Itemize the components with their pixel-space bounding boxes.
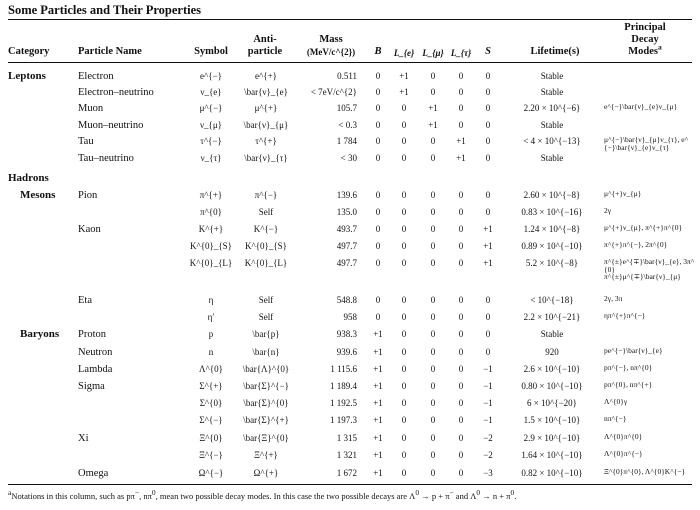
cell-mass: 1 189.4 xyxy=(330,381,357,391)
cell-antiparticle: \bar{n} xyxy=(252,347,280,357)
cell-symbol: Σ^{0} xyxy=(199,398,223,408)
header-rule xyxy=(8,62,692,63)
cell-tau-lepton-number: 0 xyxy=(458,433,464,443)
cell-lifetime: 0.80 × 10^{−10} xyxy=(521,381,583,391)
table-title: Some Particles and Their Properties xyxy=(8,3,202,17)
header-B: B xyxy=(374,46,382,57)
cell-baryon-number: 0 xyxy=(375,258,381,268)
cell-decay-modes: μ^{+}ν_{μ} xyxy=(604,189,642,198)
cell-electron-lepton-number: +1 xyxy=(399,71,409,81)
cell-strangeness: 0 xyxy=(485,207,491,217)
cell-baryon-number: 0 xyxy=(375,224,381,234)
cell-lifetime: 0.83 × 10^{−16} xyxy=(521,207,583,217)
cell-symbol: K^{+} xyxy=(198,224,224,234)
cell-mass: 1 192.5 xyxy=(330,398,357,408)
header-anti-line1: Anti- xyxy=(253,34,277,45)
cell-strangeness: 0 xyxy=(485,295,491,305)
cell-antiparticle: \bar{Σ}^{0} xyxy=(243,398,289,408)
cell-mass: 0.511 xyxy=(337,71,357,81)
cell-baryon-number: 0 xyxy=(375,190,381,200)
cell-antiparticle: Self xyxy=(258,312,274,322)
cell-tau-lepton-number: 0 xyxy=(458,415,464,425)
cell-electron-lepton-number: 0 xyxy=(401,295,407,305)
cell-muon-lepton-number: 0 xyxy=(430,433,436,443)
cell-tau-lepton-number: 0 xyxy=(458,468,464,478)
cell-tau-lepton-number: +1 xyxy=(456,153,466,163)
cell-particle-name: Muon–neutrino xyxy=(78,120,144,131)
cell-strangeness: 0 xyxy=(485,190,491,200)
header-Le: L_{e} xyxy=(393,48,415,58)
cell-tau-lepton-number: 0 xyxy=(458,329,464,339)
cell-muon-lepton-number: 0 xyxy=(430,71,436,81)
cell-tau-lepton-number: 0 xyxy=(458,347,464,357)
cell-lifetime: Stable xyxy=(540,87,564,97)
cell-tau-lepton-number: 0 xyxy=(458,312,464,322)
cell-decay-modes: μ^{+}ν_{μ}, π^{+}π^{0} xyxy=(604,223,683,232)
cell-particle-name: Tau xyxy=(78,136,94,147)
cell-strangeness: 0 xyxy=(485,136,491,146)
cell-category: Baryons xyxy=(20,328,60,340)
cell-muon-lepton-number: 0 xyxy=(430,450,436,460)
cell-lifetime: Stable xyxy=(540,71,564,81)
cell-particle-name: Tau–neutrino xyxy=(78,153,134,164)
cell-strangeness: −3 xyxy=(483,468,493,478)
cell-muon-lepton-number: 0 xyxy=(430,258,436,268)
cell-particle-name: Eta xyxy=(78,295,92,306)
header-lifetime: Lifetime(s) xyxy=(530,46,580,57)
cell-electron-lepton-number: 0 xyxy=(401,103,407,113)
cell-muon-lepton-number: 0 xyxy=(430,295,436,305)
cell-electron-lepton-number: 0 xyxy=(401,450,407,460)
cell-tau-lepton-number: 0 xyxy=(458,190,464,200)
cell-mass: < 0.3 xyxy=(338,120,357,130)
cell-symbol: Ξ^{0} xyxy=(199,433,223,443)
cell-decay-modes: Λ^{0}π^{−} xyxy=(604,449,643,458)
cell-muon-lepton-number: 0 xyxy=(430,224,436,234)
cell-symbol: n xyxy=(208,347,214,357)
cell-baryon-number: +1 xyxy=(373,468,383,478)
cell-mass: 1 115.6 xyxy=(330,364,357,374)
cell-symbol: Λ^{0} xyxy=(199,364,223,374)
cell-symbol: ν_{μ} xyxy=(199,120,223,130)
cell-antiparticle: K^{0}_{L} xyxy=(244,258,288,268)
cell-tau-lepton-number: 0 xyxy=(458,103,464,113)
cell-baryon-number: +1 xyxy=(373,433,383,443)
cell-symbol: K^{0}_{L} xyxy=(189,258,233,268)
cell-strangeness: 0 xyxy=(485,329,491,339)
cell-electron-lepton-number: 0 xyxy=(401,258,407,268)
cell-particle-name: Kaon xyxy=(78,224,101,235)
cell-strangeness: −1 xyxy=(483,415,493,425)
cell-baryon-number: +1 xyxy=(373,415,383,425)
cell-mass: 958 xyxy=(343,312,357,322)
cell-tau-lepton-number: 0 xyxy=(458,398,464,408)
bottom-rule xyxy=(8,484,692,485)
cell-antiparticle: \bar{Σ}^{−} xyxy=(243,381,289,391)
cell-muon-lepton-number: 0 xyxy=(430,241,436,251)
cell-symbol: π^{0} xyxy=(200,207,222,217)
cell-decay-modes: Ξ^{0}π^{0}, Λ^{0}K^{−} xyxy=(604,467,686,476)
header-anti-line2: particle xyxy=(247,46,283,57)
cell-strangeness: +1 xyxy=(483,241,493,251)
cell-lifetime: 1.24 × 10^{−8} xyxy=(523,224,581,234)
cell-symbol: Σ^{+} xyxy=(199,381,223,391)
cell-symbol: π^{+} xyxy=(199,190,223,200)
cell-mass: 938.3 xyxy=(336,329,357,339)
cell-decay-modes: pπ^{0}, nπ^{+} xyxy=(604,380,653,389)
cell-strangeness: −1 xyxy=(483,381,493,391)
cell-muon-lepton-number: 0 xyxy=(430,136,436,146)
cell-strangeness: +1 xyxy=(483,224,493,234)
header-mass-line2: (MeV/c^{2}) xyxy=(306,47,356,57)
cell-baryon-number: 0 xyxy=(375,153,381,163)
cell-electron-lepton-number: 0 xyxy=(401,241,407,251)
cell-tau-lepton-number: 0 xyxy=(458,87,464,97)
cell-muon-lepton-number: 0 xyxy=(430,364,436,374)
cell-muon-lepton-number: 0 xyxy=(430,398,436,408)
cell-particle-name: Proton xyxy=(78,329,107,340)
cell-particle-name: Neutron xyxy=(78,347,113,358)
cell-baryon-number: 0 xyxy=(375,295,381,305)
cell-muon-lepton-number: 0 xyxy=(430,312,436,322)
cell-symbol: p xyxy=(208,329,214,339)
cell-decay-modes: 2γ, 3π xyxy=(604,294,623,303)
cell-antiparticle: Self xyxy=(258,207,274,217)
cell-antiparticle: Ω^{+} xyxy=(253,468,279,478)
cell-lifetime: 6 × 10^{−20} xyxy=(526,398,577,408)
cell-particle-name: Sigma xyxy=(78,381,105,392)
cell-decay-modes: 2γ xyxy=(604,206,612,215)
cell-mass: 548.8 xyxy=(336,295,357,305)
header-decay-line2: Decay xyxy=(631,34,659,45)
cell-baryon-number: 0 xyxy=(375,312,381,322)
cell-baryon-number: 0 xyxy=(375,87,381,97)
header-Ltau: L_{τ} xyxy=(450,48,472,58)
cell-lifetime: 2.60 × 10^{−8} xyxy=(523,190,581,200)
cell-decay-modes: ηπ^{+}π^{−} xyxy=(604,311,646,320)
cell-lifetime: Stable xyxy=(540,153,564,163)
cell-antiparticle: \bar{ν}_{e} xyxy=(244,87,288,97)
header-symbol: Symbol xyxy=(194,46,228,57)
cell-muon-lepton-number: 0 xyxy=(430,329,436,339)
cell-mass: 1 784 xyxy=(336,136,357,146)
header-decay-line1: Principal xyxy=(624,22,666,33)
cell-strangeness: 0 xyxy=(485,153,491,163)
cell-decay-modes: π^{±}e^{∓}\bar{ν}_{e}, 3π^{0} xyxy=(604,257,695,274)
cell-strangeness: 0 xyxy=(485,120,491,130)
cell-muon-lepton-number: +1 xyxy=(428,103,438,113)
cell-muon-lepton-number: 0 xyxy=(430,87,436,97)
cell-antiparticle: \bar{ν}_{μ} xyxy=(243,120,289,130)
cell-category: Mesons xyxy=(20,189,56,201)
cell-symbol: η xyxy=(208,295,214,305)
cell-muon-lepton-number: 0 xyxy=(430,153,436,163)
cell-antiparticle: Ξ^{+} xyxy=(254,450,278,460)
cell-symbol: ν_{τ} xyxy=(200,153,222,163)
cell-muon-lepton-number: 0 xyxy=(430,347,436,357)
cell-electron-lepton-number: 0 xyxy=(401,468,407,478)
cell-mass: 493.7 xyxy=(336,224,357,234)
cell-particle-name: Lambda xyxy=(78,364,113,375)
cell-antiparticle: \bar{Λ}^{0} xyxy=(242,364,290,374)
cell-decay-modes: nπ^{−} xyxy=(604,414,627,423)
cell-baryon-number: +1 xyxy=(373,398,383,408)
header-antiparticle xyxy=(240,34,290,58)
cell-particle-name: Muon xyxy=(78,103,104,114)
cell-antiparticle: \bar{Ξ}^{0} xyxy=(243,433,289,443)
cell-baryon-number: 0 xyxy=(375,120,381,130)
cell-lifetime: 0.82 × 10^{−10} xyxy=(521,468,583,478)
cell-tau-lepton-number: 0 xyxy=(458,120,464,130)
cell-decay-modes: pe^{−}\bar{ν}_{e} xyxy=(604,346,663,355)
cell-electron-lepton-number: 0 xyxy=(401,153,407,163)
header-category: Category xyxy=(8,46,50,57)
cell-lifetime: 920 xyxy=(545,347,559,357)
cell-antiparticle: μ^{+} xyxy=(254,103,278,113)
cell-lifetime: 5.2 × 10^{−8} xyxy=(525,258,579,268)
cell-tau-lepton-number: 0 xyxy=(458,241,464,251)
cell-symbol: Ω^{−} xyxy=(198,468,224,478)
cell-baryon-number: 0 xyxy=(375,207,381,217)
cell-decay-modes: π^{+}π^{−}, 2π^{0} xyxy=(604,240,668,249)
header-decay-line3: Modes$^a$ xyxy=(628,42,662,57)
cell-electron-lepton-number: 0 xyxy=(401,190,407,200)
cell-baryon-number: +1 xyxy=(373,347,383,357)
cell-electron-lepton-number: 0 xyxy=(401,364,407,374)
cell-baryon-number: 0 xyxy=(375,71,381,81)
cell-strangeness: 0 xyxy=(485,103,491,113)
cell-lifetime: < 10^{−18} xyxy=(530,295,574,305)
cell-decay-modes: Λ^{0}π^{0} xyxy=(604,432,643,441)
cell-baryon-number: +1 xyxy=(373,364,383,374)
cell-muon-lepton-number: 0 xyxy=(430,190,436,200)
cell-decay-modes: pπ^{−}, nπ^{0} xyxy=(604,363,653,372)
header-mass-line1: Mass xyxy=(319,34,343,45)
cell-strangeness: 0 xyxy=(485,347,491,357)
cell-strangeness: −2 xyxy=(483,450,493,460)
cell-baryon-number: 0 xyxy=(375,103,381,113)
cell-lifetime: 2.9 × 10^{−10} xyxy=(523,433,581,443)
cell-symbol: τ^{−} xyxy=(200,136,222,146)
cell-electron-lepton-number: 0 xyxy=(401,415,407,425)
cell-symbol: η′ xyxy=(207,312,215,322)
cell-symbol: ν_{e} xyxy=(200,87,222,97)
cell-strangeness: −1 xyxy=(483,398,493,408)
cell-mass: 1 672 xyxy=(336,468,357,478)
cell-mass: < 30 xyxy=(340,153,357,163)
cell-antiparticle: e^{+} xyxy=(255,71,277,81)
cell-mass: 497.7 xyxy=(336,258,357,268)
top-rule xyxy=(8,19,692,20)
cell-antiparticle: K^{0}_{S} xyxy=(244,241,287,251)
cell-tau-lepton-number: 0 xyxy=(458,364,464,374)
cell-muon-lepton-number: 0 xyxy=(430,415,436,425)
cell-tau-lepton-number: 0 xyxy=(458,450,464,460)
cell-mass: 939.6 xyxy=(336,347,357,357)
cell-muon-lepton-number: 0 xyxy=(430,381,436,391)
cell-baryon-number: 0 xyxy=(375,136,381,146)
cell-mass: 497.7 xyxy=(336,241,357,251)
cell-electron-lepton-number: 0 xyxy=(401,224,407,234)
footnote: $^a$Notations in this column, such as pπ−, $n\pi^0$, mean two possible decay modes. In this case the two possible decays are $\Lambda^0 \to p + \pi^-$ and $\Lambda^0 \to n + \pi^0$. xyxy=(8,488,517,501)
cell-lifetime: Stable xyxy=(540,329,564,339)
cell-electron-lepton-number: 0 xyxy=(401,312,407,322)
cell-electron-lepton-number: 0 xyxy=(401,136,407,146)
cell-strangeness: 0 xyxy=(485,71,491,81)
group-hadrons: Hadrons xyxy=(8,172,49,184)
cell-strangeness: +1 xyxy=(483,258,493,268)
cell-tau-lepton-number: 0 xyxy=(458,295,464,305)
cell-category: Leptons xyxy=(8,70,46,82)
cell-strangeness: −2 xyxy=(483,433,493,443)
cell-electron-lepton-number: 0 xyxy=(401,433,407,443)
cell-symbol: e^{−} xyxy=(200,71,222,81)
cell-lifetime: 1.64 × 10^{−10} xyxy=(521,450,583,460)
cell-tau-lepton-number: 0 xyxy=(458,207,464,217)
cell-lifetime: 2.6 × 10^{−10} xyxy=(523,364,581,374)
cell-antiparticle: \bar{ν}_{τ} xyxy=(244,153,288,163)
header-S: S xyxy=(485,46,491,57)
cell-strangeness: 0 xyxy=(485,312,491,322)
cell-particle-name: Pion xyxy=(78,190,98,201)
cell-lifetime: 2.2 × 10^{−21} xyxy=(523,312,581,322)
header-mass xyxy=(296,34,366,58)
cell-electron-lepton-number: 0 xyxy=(401,398,407,408)
cell-lifetime: 0.89 × 10^{−10} xyxy=(521,241,583,251)
cell-symbol: μ^{−} xyxy=(199,103,223,113)
cell-mass: 1 315 xyxy=(336,433,357,443)
cell-antiparticle: \bar{p} xyxy=(252,329,280,339)
cell-baryon-number: 0 xyxy=(375,241,381,251)
cell-particle-name: Electron–neutrino xyxy=(78,87,154,98)
cell-mass: < 7eV/c^{2} xyxy=(310,87,357,97)
cell-muon-lepton-number: 0 xyxy=(430,207,436,217)
cell-mass: 1 197.3 xyxy=(330,415,357,425)
header-decay-modes xyxy=(605,22,685,58)
cell-electron-lepton-number: 0 xyxy=(401,329,407,339)
cell-tau-lepton-number: 0 xyxy=(458,381,464,391)
cell-antiparticle: K^{−} xyxy=(253,224,279,234)
cell-strangeness: 0 xyxy=(485,87,491,97)
cell-decay-modes: Λ^{0}γ xyxy=(604,397,628,406)
cell-particle-name: Omega xyxy=(78,468,109,479)
cell-muon-lepton-number: +1 xyxy=(428,120,438,130)
cell-baryon-number: +1 xyxy=(373,381,383,391)
cell-electron-lepton-number: +1 xyxy=(399,87,409,97)
cell-symbol: K^{0}_{S} xyxy=(189,241,232,251)
cell-particle-name: Electron xyxy=(78,71,114,82)
cell-antiparticle: π^{−} xyxy=(254,190,278,200)
cell-symbol: Σ^{−} xyxy=(199,415,223,425)
cell-electron-lepton-number: 0 xyxy=(401,207,407,217)
cell-antiparticle: τ^{+} xyxy=(255,136,277,146)
cell-mass: 135.0 xyxy=(336,207,357,217)
cell-lifetime: 2.20 × 10^{−6} xyxy=(523,103,581,113)
cell-decay-modes-continued: π^{±}μ^{∓}\bar{ν}_{μ} xyxy=(604,272,681,281)
cell-strangeness: −1 xyxy=(483,364,493,374)
cell-particle-name: Xi xyxy=(78,433,89,444)
cell-mass: 105.7 xyxy=(336,103,357,113)
cell-antiparticle: Self xyxy=(258,295,274,305)
cell-mass: 1 321 xyxy=(336,450,357,460)
cell-muon-lepton-number: 0 xyxy=(430,468,436,478)
cell-electron-lepton-number: 0 xyxy=(401,347,407,357)
cell-tau-lepton-number: +1 xyxy=(456,136,466,146)
header-Lmu: L_{μ} xyxy=(422,48,444,58)
header-particle-name: Particle Name xyxy=(78,46,142,57)
cell-electron-lepton-number: 0 xyxy=(401,120,407,130)
cell-baryon-number: +1 xyxy=(373,450,383,460)
cell-lifetime: 1.5 × 10^{−10} xyxy=(523,415,581,425)
cell-lifetime: < 4 × 10^{−13} xyxy=(523,136,581,146)
cell-antiparticle: \bar{Σ}^{+} xyxy=(243,415,289,425)
cell-tau-lepton-number: 0 xyxy=(458,258,464,268)
cell-mass: 139.6 xyxy=(336,190,357,200)
cell-decay-modes: e^{−}\bar{ν}_{e}ν_{μ} xyxy=(604,102,678,111)
cell-electron-lepton-number: 0 xyxy=(401,381,407,391)
cell-lifetime: Stable xyxy=(540,120,564,130)
cell-tau-lepton-number: 0 xyxy=(458,71,464,81)
cell-decay-modes: μ^{−}\bar{ν}_{μ}ν_{τ}, e^{−}\bar{ν}_{e}ν_{τ} xyxy=(604,135,689,152)
cell-symbol: Ξ^{−} xyxy=(199,450,223,460)
cell-baryon-number: +1 xyxy=(373,329,383,339)
cell-tau-lepton-number: 0 xyxy=(458,224,464,234)
